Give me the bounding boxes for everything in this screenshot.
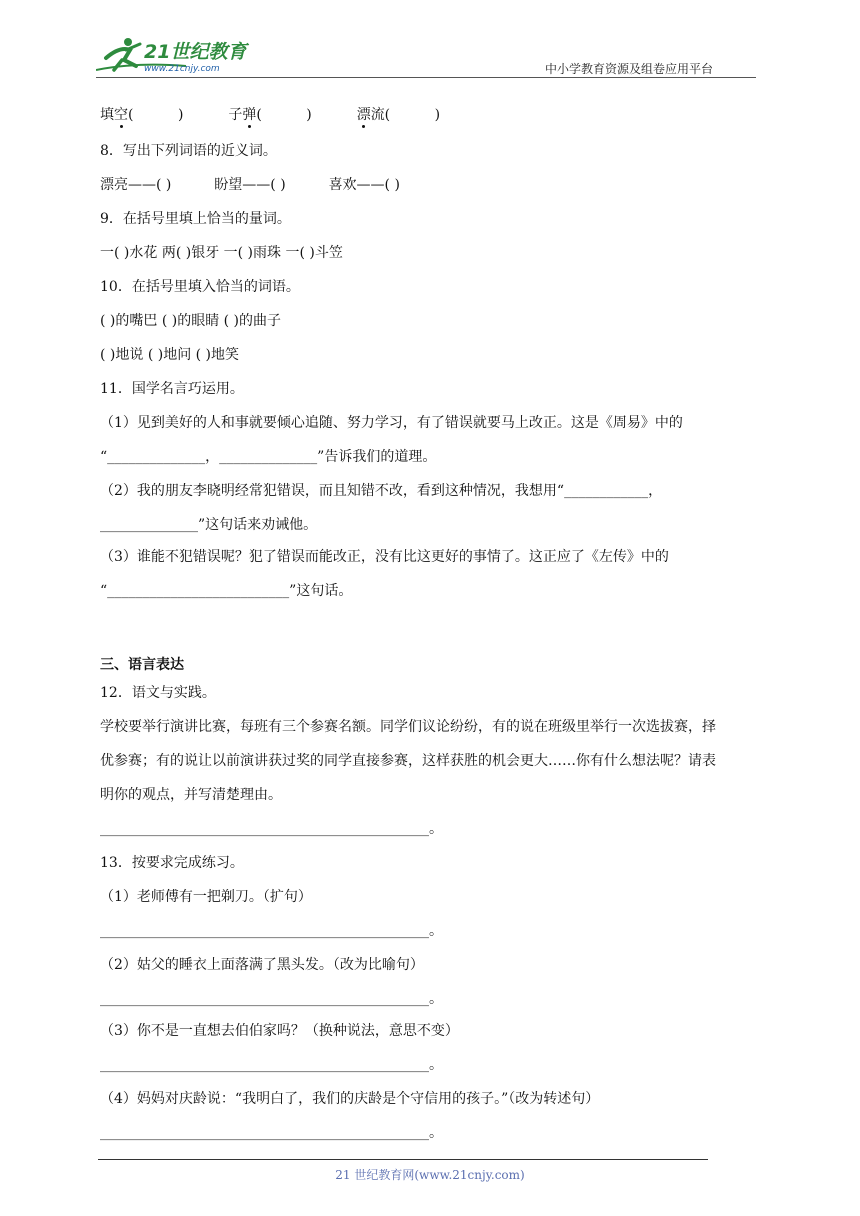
- footer-source: 21 世纪教育网(www.21cnjy.com): [335, 1168, 525, 1182]
- question-11: 11．国学名言巧运用。: [100, 381, 244, 397]
- q13-part-3-blank: _______________________________________________。: [100, 1057, 443, 1073]
- question-12: 12．语文与实践。: [100, 685, 216, 701]
- q12-para-line-2: 优参赛；有的说让以前演讲获过奖的同学直接参赛，这样获胜的机会更大……你有什么想法呢？请表: [100, 753, 716, 769]
- q11-part-2a: （2）我的朋友李晓明经常犯错误，而且知错不改，看到这种情况，我想用“____________，: [100, 483, 663, 499]
- q7-item-c: 漂流( ): [356, 107, 441, 123]
- logo-21cnjy: [96, 36, 256, 76]
- q7-item-a: 填空( ): [100, 107, 184, 123]
- question-9: 9．在括号里填上恰当的量词。: [100, 211, 291, 227]
- q12-para-line-1: 学校要举行演讲比赛，每班有三个参赛名额。同学们议论纷纷，有的说在班级里举行一次选拔赛，择: [100, 719, 716, 735]
- q8-item-b: 盼望——( ): [214, 177, 286, 193]
- q13-part-1: （1）老师傅有一把剃刀。（扩句）: [100, 889, 312, 905]
- q13-part-2-blank: _______________________________________________。: [100, 991, 443, 1007]
- q10-row-1: ( )的嘴巴 ( )的眼睛 ( )的曲子: [100, 313, 282, 329]
- q11-part-3a: （3）谁能不犯错误呢？犯了错误而能改正，没有比这更好的事情了。这正应了《左传》中的: [100, 549, 669, 565]
- q12-answer-blank: _______________________________________________。: [100, 821, 443, 837]
- q11-part-1b: “______________，______________”告诉我们的道理。: [100, 449, 437, 465]
- q13-part-2: （2）姑父的睡衣上面落满了黑头发。（改为比喻句）: [100, 957, 424, 973]
- section-3-title: 三、语言表达: [100, 657, 184, 673]
- q13-part-1-blank: _______________________________________________。: [100, 923, 443, 939]
- q7-item-b: 子弹( ): [228, 107, 312, 123]
- q8-row: [100, 174, 400, 194]
- q11-part-3b: “__________________________”这句话。: [100, 583, 353, 599]
- q13-part-4-blank: _______________________________________________。: [100, 1125, 443, 1141]
- logo-url-text: www.21cnjy.com: [144, 64, 220, 74]
- q13-part-4: （4）妈妈对庆龄说：“我明白了，我们的庆龄是个守信用的孩子。”（改为转述句）: [100, 1091, 600, 1107]
- q11-part-1a: （1）见到美好的人和事就要倾心追随、努力学习，有了错误就要马上改正。这是《周易》中的: [100, 415, 683, 431]
- header-divider: [96, 77, 756, 78]
- q11-part-2b: ______________”这句话来劝诫他。: [100, 517, 318, 533]
- logo-main-text: 21世纪教育: [144, 41, 247, 63]
- q8-item-c: 喜欢——( ): [328, 177, 400, 193]
- q10-row-2: ( )地说 ( )地问 ( )地笑: [100, 347, 240, 363]
- question-10: 10．在括号里填入恰当的词语。: [100, 279, 300, 295]
- question-8: 8．写出下列词语的近义词。: [100, 143, 277, 159]
- q9-row: 一( )水花 两( )银牙 一( )雨珠 一( )斗笠: [100, 245, 343, 261]
- platform-name: 中小学教育资源及组卷应用平台: [545, 62, 714, 76]
- q7-row: [100, 104, 440, 124]
- q8-item-a: 漂亮——( ): [100, 177, 172, 193]
- q12-para-line-3: 明你的观点，并写清楚理由。: [100, 787, 282, 803]
- q13-part-3: （3）你不是一直想去伯伯家吗？（换种说法，意思不变）: [100, 1023, 459, 1039]
- footer-divider: [98, 1159, 708, 1160]
- question-13: 13．按要求完成练习。: [100, 855, 244, 871]
